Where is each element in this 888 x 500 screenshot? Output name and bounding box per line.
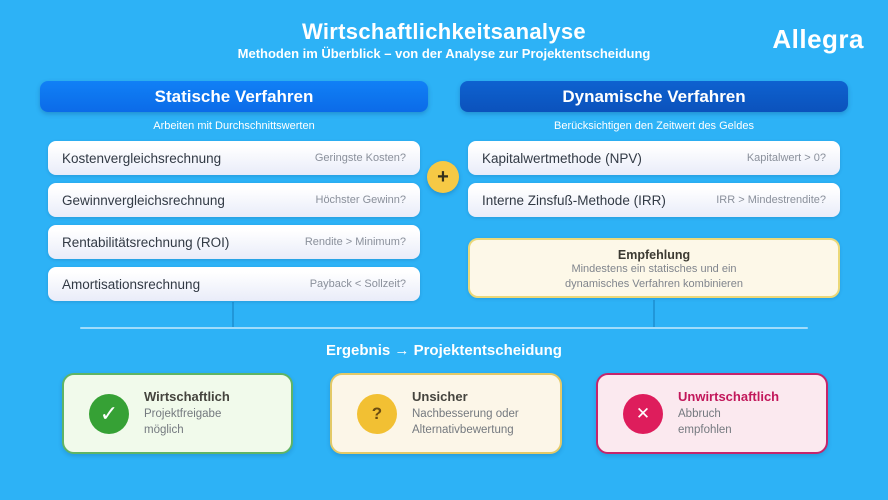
method-card-interner-zinsfuss xyxy=(468,183,840,217)
recommendation-card xyxy=(468,238,840,298)
outcome-line: Abbruch xyxy=(678,407,721,420)
outcome-line: Alternativbewertung xyxy=(412,424,514,436)
method-label: Gewinnvergleichsrechnung xyxy=(62,192,225,208)
outcome-line: empfohlen xyxy=(678,424,732,436)
page-subtitle: Methoden im Überblick – von der Analyse zur Projektentscheidung xyxy=(237,46,651,61)
page-title: Wirtschaftlichkeitsanalyse xyxy=(302,19,586,44)
method-card-amortisation xyxy=(48,267,420,301)
allegra-logo: Allegra xyxy=(772,24,864,54)
method-question: Kapitalwert > 0? xyxy=(746,152,826,164)
column-dynamic-methods xyxy=(460,81,848,298)
recommendation-line: dynamisches Verfahren kombinieren xyxy=(565,278,743,291)
outcome-title: Unsicher xyxy=(412,388,468,404)
cross-icon: ✕ xyxy=(623,394,663,434)
outcome-title: Unwirtschaftlich xyxy=(678,388,780,404)
outcome-line: Nachbesserung oder xyxy=(412,407,519,420)
outcome-text xyxy=(144,389,230,438)
method-label: Kostenvergleichsrechnung xyxy=(62,150,222,166)
dynamic-methods-list xyxy=(460,141,848,217)
outcome-card-unsicher xyxy=(330,373,562,454)
method-label: Interne Zinsfuß-Methode (IRR) xyxy=(482,192,666,208)
dynamic-methods-caption: Berücksichtigen den Zeitwert des Geldes xyxy=(554,120,754,132)
outcome-text xyxy=(678,389,779,438)
method-question: Payback < Sollzeit? xyxy=(309,278,406,290)
method-question: Geringste Kosten? xyxy=(314,152,406,164)
method-card-kapitalwert xyxy=(468,141,840,175)
method-label: Rentabilitätsrechnung (ROI) xyxy=(62,234,230,250)
dynamic-methods-header: Dynamische Verfahren xyxy=(460,81,848,112)
method-question: Rendite > Minimum? xyxy=(304,236,406,248)
outcome-text xyxy=(412,389,519,438)
section-divider xyxy=(80,327,808,329)
outcome-line: Projektfreigabe xyxy=(144,407,222,420)
static-methods-caption: Arbeiten mit Durchschnittswerten xyxy=(153,120,315,132)
method-label: Amortisationsrechnung xyxy=(62,276,201,292)
question-icon: ? xyxy=(357,394,397,434)
method-card-kostenvergleich xyxy=(48,141,420,175)
check-icon: ✓ xyxy=(89,394,129,434)
method-card-gewinnvergleich xyxy=(48,183,420,217)
method-question: Höchster Gewinn? xyxy=(315,194,406,206)
static-methods-header: Statische Verfahren xyxy=(40,81,428,112)
connector-line-static xyxy=(232,302,234,327)
outcome-card-unwirtschaftlich xyxy=(596,373,828,454)
method-label: Kapitalwertmethode (NPV) xyxy=(482,150,642,166)
plus-icon: + xyxy=(427,161,459,193)
recommendation-title: Empfehlung xyxy=(617,248,691,262)
result-heading: Ergebnis → Projektentscheidung xyxy=(326,342,562,359)
connector-line-dynamic xyxy=(653,300,655,327)
method-card-rentabilitaet xyxy=(48,225,420,259)
method-question: IRR > Mindestrendite? xyxy=(716,194,826,206)
column-static-methods xyxy=(40,81,428,309)
recommendation-line: Mindestens ein statisches und ein xyxy=(571,263,737,275)
outcome-card-wirtschaftlich xyxy=(62,373,293,454)
static-methods-list xyxy=(40,141,428,301)
outcome-line: möglich xyxy=(144,424,184,436)
outcome-title: Wirtschaftlich xyxy=(144,388,230,404)
